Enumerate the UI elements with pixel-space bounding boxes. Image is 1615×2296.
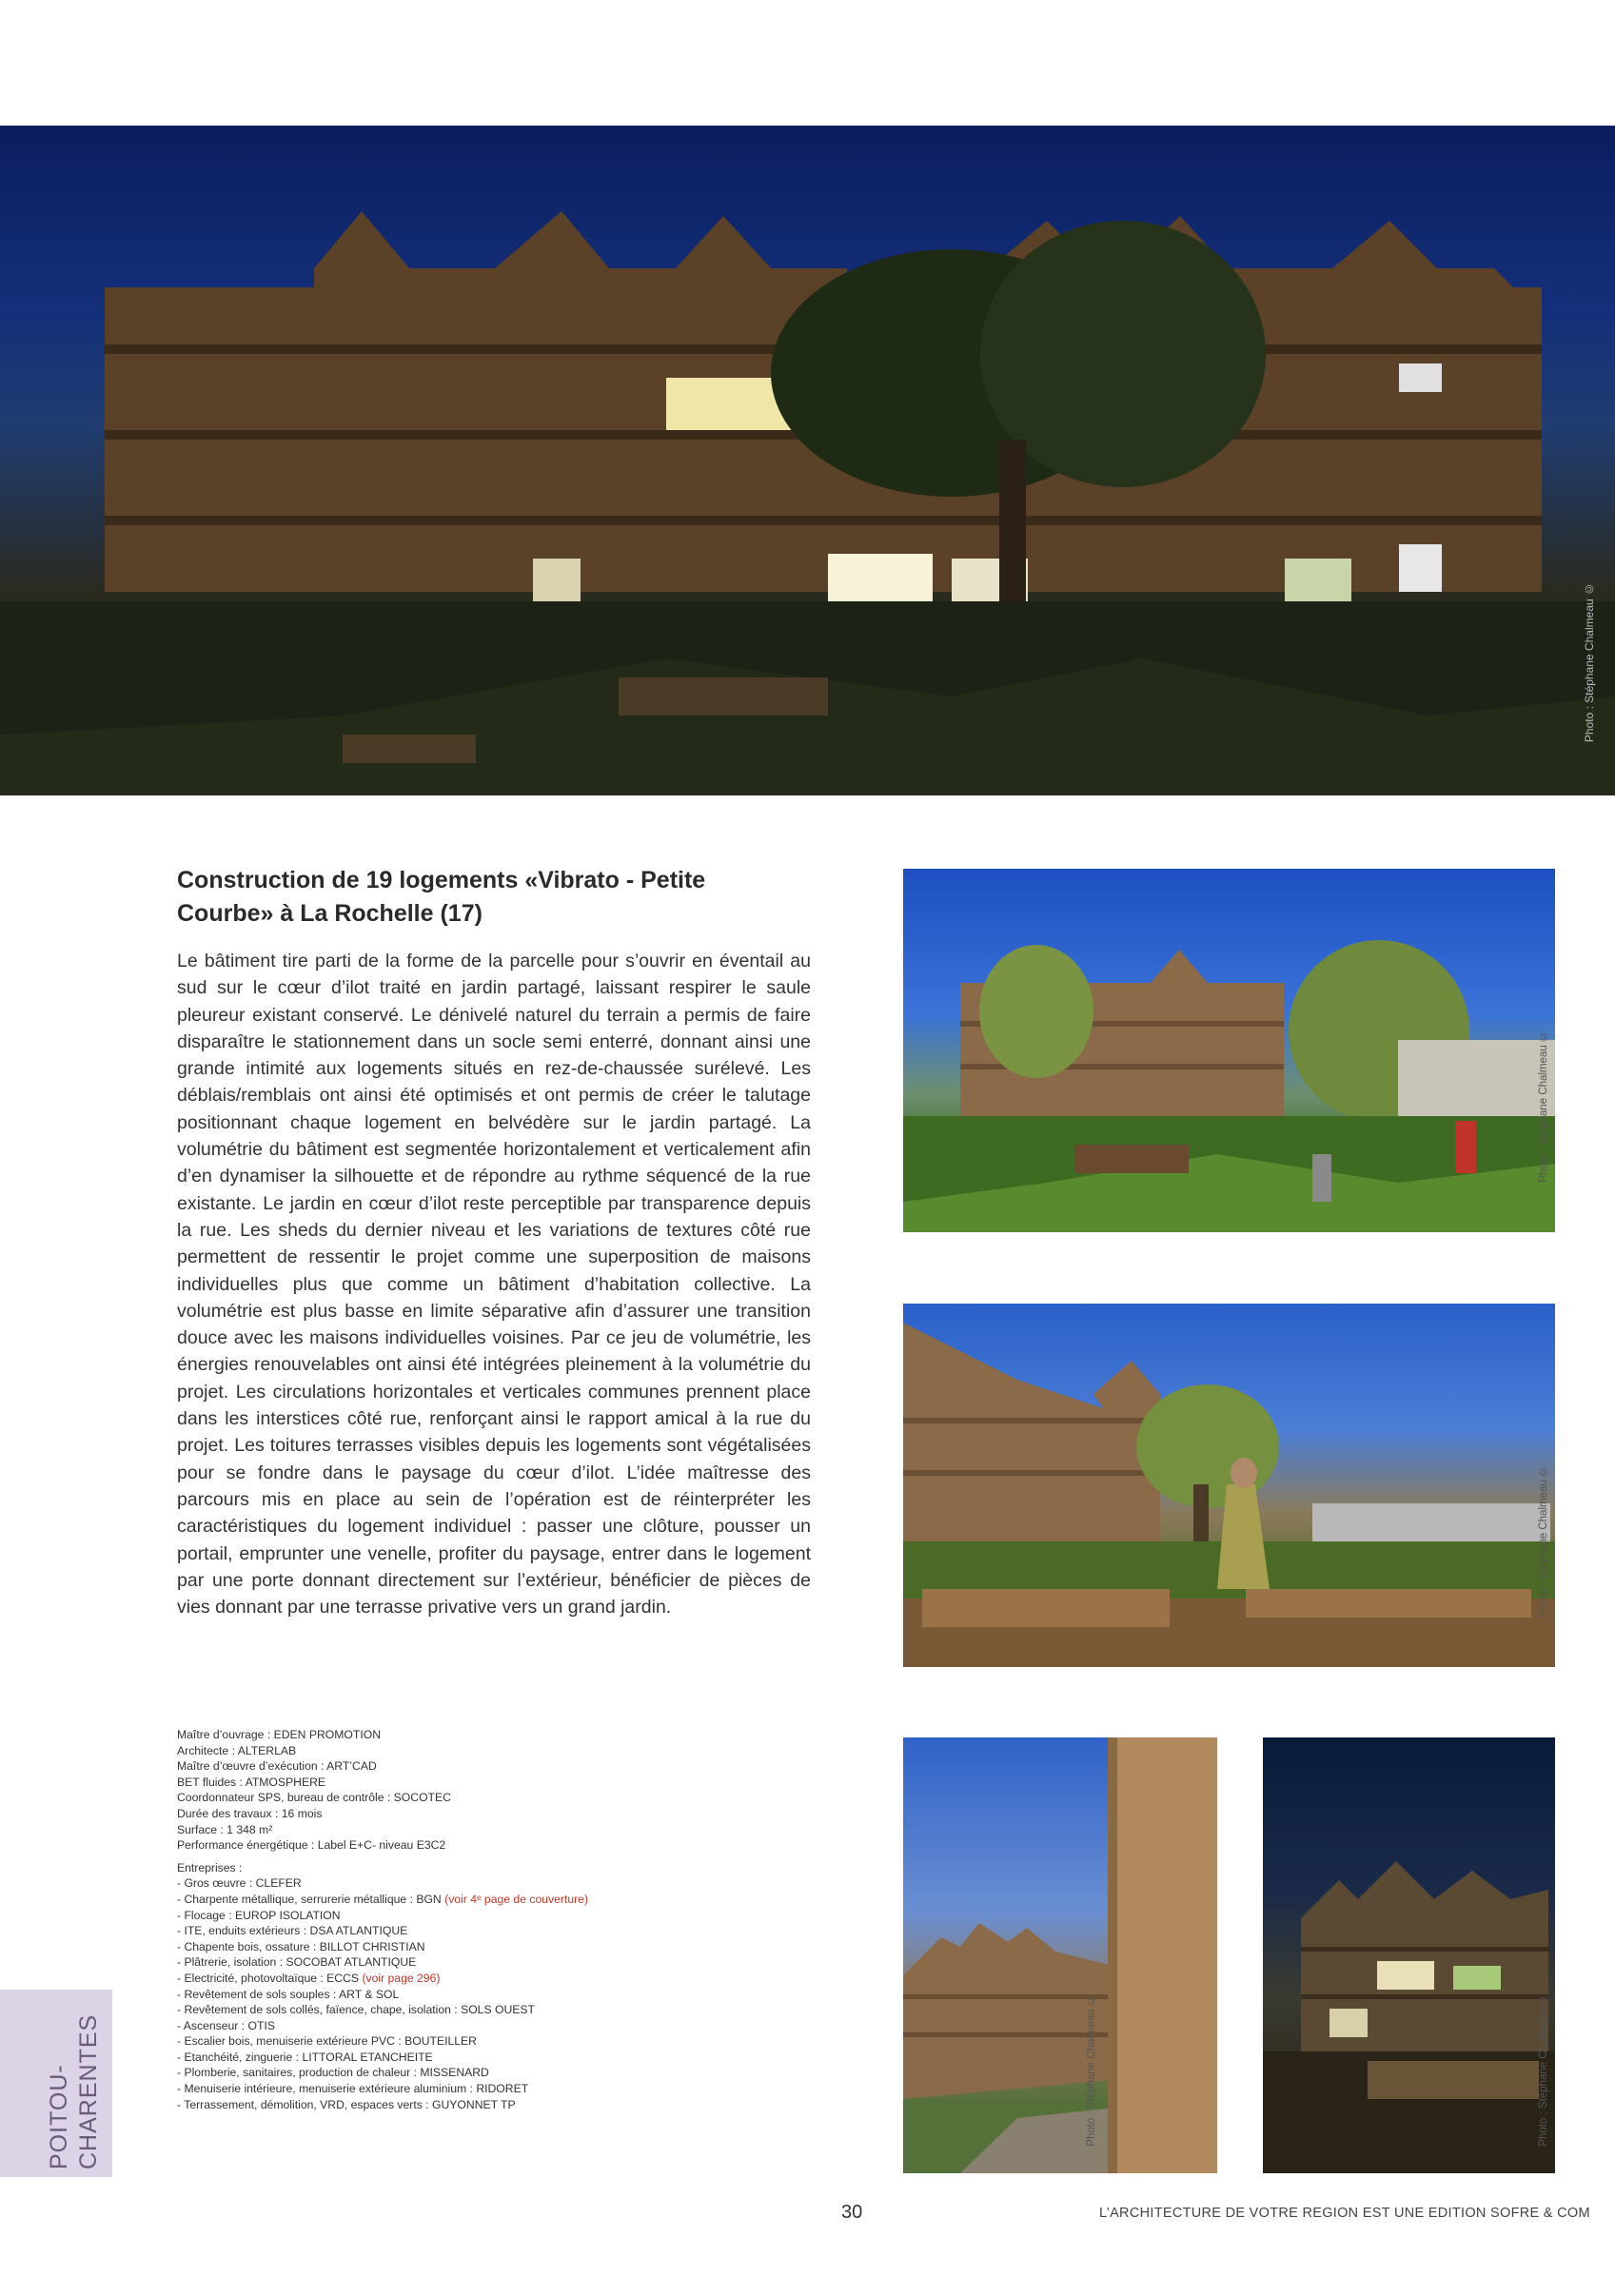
entreprise-label: - Plâtrerie, isolation : <box>177 1955 286 1970</box>
entreprise-line <box>177 2065 748 2081</box>
entreprise-label: - Charpente métallique, serrurerie métallique : <box>177 1892 417 1906</box>
entreprise-value: LITTORAL ETANCHEITE <box>302 2050 433 2064</box>
footer-publication-text: L’ARCHITECTURE DE VOTRE REGION EST UNE EDITION SOFRE & COM <box>1099 2206 1590 2221</box>
entreprise-reference: (voir 4ᵉ page de couverture) <box>444 1892 588 1906</box>
photo4-credit: Photo : Stéphane Chalmeau © <box>1538 1994 1549 2147</box>
photo-street-perspective <box>903 1737 1217 2173</box>
credit-label: BET fluides : <box>177 1775 246 1789</box>
entreprise-value: SOLS OUEST <box>461 2003 535 2017</box>
entreprise-value: DSA ATLANTIQUE <box>309 1924 408 1938</box>
entreprise-label: - Gros œuvre : <box>177 1876 256 1891</box>
entreprise-label: - Terrassement, démolition, VRD, espaces verts : <box>177 2097 432 2111</box>
entreprise-line <box>177 1954 748 1971</box>
entreprises-label: Entreprises : <box>177 1860 243 1874</box>
entreprise-line <box>177 1971 748 1987</box>
entreprise-line <box>177 1892 748 1908</box>
entreprise-label: - Revêtement de sols souples : <box>177 1987 340 2001</box>
photo-gardener-illustration <box>903 1304 1555 1667</box>
credit-value: ART’CAD <box>326 1759 377 1774</box>
region-label-line2: CHARENTES <box>75 2013 102 2169</box>
entreprise-line <box>177 2002 748 2018</box>
entreprise-value: CLEFER <box>255 1876 302 1891</box>
credit-value: ATMOSPHERE <box>245 1775 326 1789</box>
article-body: Le bâtiment tire parti de la forme de la parcelle pour s’ouvrir en éventail au sud sur le cœur d’ilot traité en jardin partagé, laissant respirer le saule pleureur existant conservé. Le dénivelé naturel du terrain a permis de faire disparaître le stationnement dans un socle semi enterré, donnant ainsi une grande intimité aux logements situés en rez-de-chaussée surélevé. Les déblais/remblais ont ainsi été optimisés et ont permis de créer le talutage positionnant chaque logement en belvédère sur le jardin partagé. La volumétrie du bâtiment est segmentée horizontalement et verticalement afin d’en dynamiser la silhouette et de répondre au rythme séquencé de la rue existante. Le jardin en cœur d’ilot reste perceptible par transparence depuis la rue. Les sheds du dernier niveau et les variations de textures côté rue permettent de ressentir le projet comme une superposition de maisons individuelles plus que comme un bâtiment d’habitation collective. La volumétrie est plus basse en limite séparative afin d’assurer une transition douce avec les maisons individuelles voisines. Par ce jeu de volumétrie, les énergies renouvelables ont ainsi été intégrées pleinement à la volumétrie du projet. Les circulations horizontales et verticales communes prennent place dans les interstices côté rue, renforçant ainsi le rapport amical à la rue du projet. Les toitures terrasses visibles depuis les logements sont végétalisées pour se fondre dans le paysage du cœur d’ilot. L’idée maîtresse des parcours mis en place au sein de l’opération est de réinterpréter les caractéristiques du logement individuel : passer une clôture, pousser un portail, emprunter une venelle, profiter du paysage, entrer dans le logement par une porte donnant directement sur l’extérieur, bénéficier de pièces de vies donnant par une terrasse privative vers un grand jardin. <box>177 951 811 1619</box>
entreprise-line <box>177 2097 748 2113</box>
entreprise-label: - Plomberie, sanitaires, production de chaleur : <box>177 2066 421 2080</box>
entreprise-line <box>177 1987 748 2003</box>
entreprise-label: - Chapente bois, ossature : <box>177 1939 320 1953</box>
entreprise-value: GUYONNET TP <box>432 2097 516 2111</box>
photo3-credit: Photo : Stéphane Chalmeau © <box>1086 1994 1097 2147</box>
hero-photo-credit: Photo : Stéphane Chalmeau © <box>1583 582 1596 743</box>
entreprise-line <box>177 2050 748 2066</box>
credit-line <box>177 1822 748 1838</box>
entreprise-line <box>177 1875 748 1892</box>
credit-label: Performance énergétique : <box>177 1838 318 1853</box>
credit-line <box>177 1775 748 1791</box>
entreprise-label: - Electricité, photovoltaïque : <box>177 1971 327 1985</box>
credit-line <box>177 1743 748 1759</box>
region-label <box>36 1998 112 2169</box>
article-title-line1: Construction de 19 logements «Vibrato - Petite <box>177 867 706 893</box>
photo2-credit: Photo : Stéphane Chalmeau © <box>1538 1465 1549 1618</box>
article-title-line2: Courbe» à La Rochelle (17) <box>177 900 483 927</box>
entreprise-label: - Ascenseur : <box>177 2018 248 2032</box>
entreprise-reference: (voir page 296) <box>362 1971 441 1985</box>
entreprise-label: - Escalier bois, menuiserie extérieure PVC : <box>177 2034 405 2049</box>
hero-night-building-illustration <box>0 126 1615 795</box>
entreprise-label: - Revêtement de sols collés, faïence, chape, isolation : <box>177 2003 462 2017</box>
credit-value: ALTERLAB <box>237 1743 297 1757</box>
credit-line <box>177 1837 748 1854</box>
entreprise-value: SOCOBAT ATLANTIQUE <box>286 1955 417 1970</box>
entreprise-line <box>177 2081 748 2097</box>
credit-line <box>177 1806 748 1822</box>
credit-label: Maître d’ouvrage : <box>177 1728 274 1741</box>
photo-night-facade <box>1263 1737 1555 2173</box>
hero-photo <box>0 126 1615 795</box>
credit-label: Surface : <box>177 1822 227 1836</box>
credit-line <box>177 1758 748 1775</box>
credit-label: Coordonnateur SPS, bureau de contrôle : <box>177 1791 394 1805</box>
photo-night-facade-illustration <box>1263 1737 1555 2173</box>
credit-value: Label E+C- niveau E3C2 <box>317 1838 446 1853</box>
entreprise-label: - Etanchéité, zinguerie : <box>177 2050 303 2064</box>
entreprise-line <box>177 1908 748 1924</box>
photo-gardener <box>903 1304 1555 1667</box>
entreprise-line <box>177 1939 748 1955</box>
photo-garden-day <box>903 869 1555 1232</box>
entreprise-line <box>177 2033 748 2050</box>
entreprise-value: EUROP ISOLATION <box>234 1908 341 1922</box>
entreprise-label: - Flocage : <box>177 1908 235 1922</box>
entreprise-value: ART & SOL <box>339 1987 400 2001</box>
credit-label: Architecte : <box>177 1743 238 1757</box>
entreprise-value: MISSENARD <box>420 2066 489 2080</box>
credit-label: Maître d’œuvre d’exécution : <box>177 1759 327 1774</box>
credit-value: EDEN PROMOTION <box>273 1728 382 1741</box>
credit-line <box>177 1790 748 1806</box>
article-title <box>177 864 796 931</box>
photo1-credit: Photo : Stéphane Chalmeau © <box>1538 1030 1549 1183</box>
entreprise-label: - ITE, enduits extérieurs : <box>177 1924 310 1938</box>
entreprise-value: RIDORET <box>476 2082 529 2096</box>
entreprise-value: ECCS <box>326 1971 360 1985</box>
entreprise-value: BOUTEILLER <box>404 2034 477 2049</box>
entreprise-value: OTIS <box>247 2018 275 2032</box>
credit-value: 1 348 m² <box>226 1822 273 1836</box>
credit-label: Durée des travaux : <box>177 1806 282 1820</box>
entreprise-label: - Menuiserie intérieure, menuiserie extérieure aluminium : <box>177 2082 477 2096</box>
credit-value: 16 mois <box>281 1806 323 1820</box>
entreprise-value: BGN <box>416 1892 442 1906</box>
region-label-line1: POITOU- <box>46 2064 72 2169</box>
entreprise-line <box>177 1923 748 1939</box>
entreprise-value: BILLOT CHRISTIAN <box>319 1939 425 1953</box>
project-credits <box>177 1727 748 2112</box>
credit-value: SOCOTEC <box>393 1791 451 1805</box>
page-number: 30 <box>841 2202 863 2223</box>
photo-street-perspective-illustration <box>903 1737 1217 2173</box>
credit-line <box>177 1727 748 1743</box>
entreprise-line <box>177 2018 748 2034</box>
photo-garden-day-illustration <box>903 869 1555 1232</box>
